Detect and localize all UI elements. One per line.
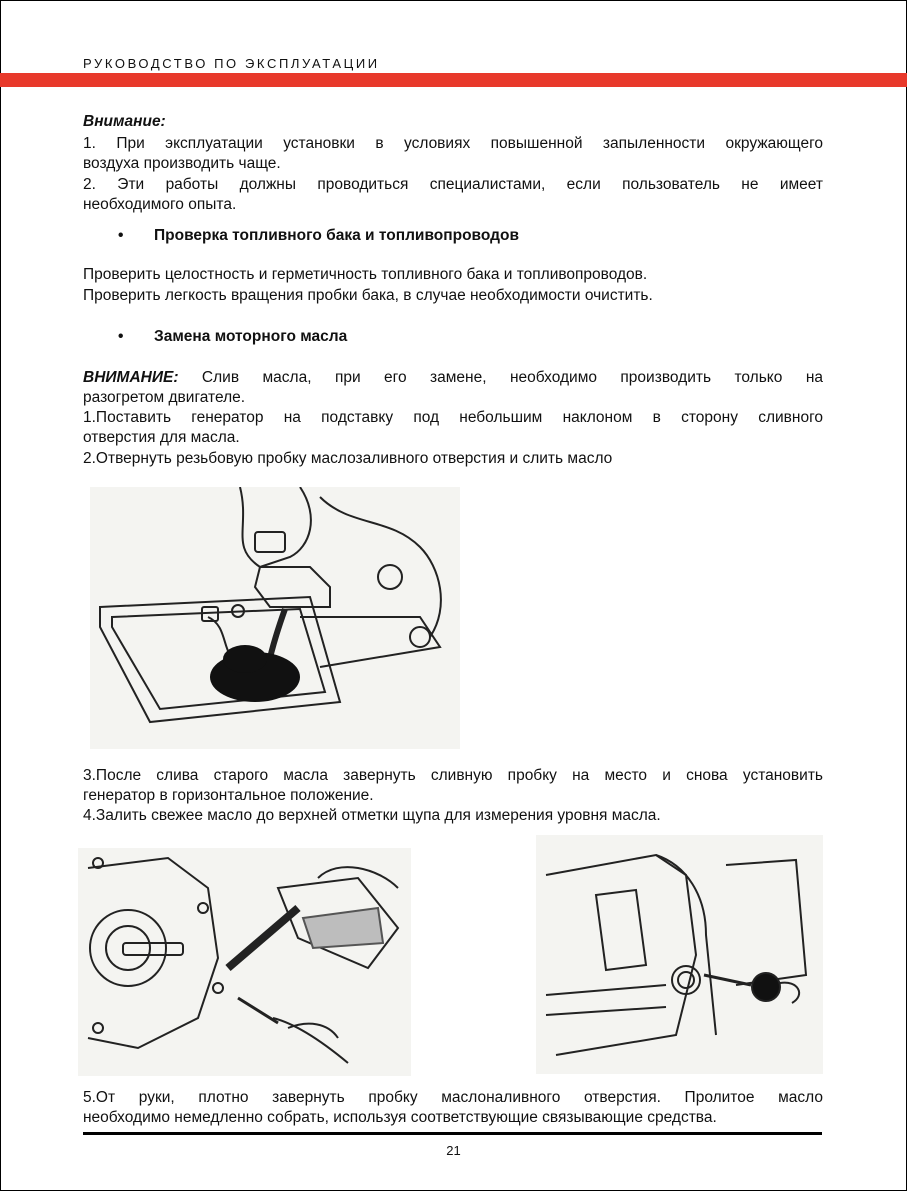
figure-oil-fill-illustration — [78, 848, 411, 1076]
fuel-line-1: Проверить целостность и герметичность топливного бака и топливопроводов. — [83, 266, 648, 283]
figure-dipstick-illustration — [536, 835, 823, 1074]
footer-rule — [83, 1132, 822, 1135]
oil-step-4: 4.Залить свежее масло до верхней отметки щупа для измерения уровня масла. — [83, 807, 661, 824]
section-oil-title: Замена моторного масла — [154, 328, 348, 345]
header-title: РУКОВОДСТВО ПО ЭКСПЛУАТАЦИИ — [83, 56, 380, 71]
bullet-icon: • — [118, 227, 124, 244]
oil-step-3-line-2: генератор в горизонтальное положение. — [83, 787, 374, 804]
section-oil-heading — [118, 328, 347, 346]
page-number: 21 — [446, 1143, 461, 1158]
fuel-line-2: Проверить легкость вращения пробки бака, в случае необходимости очистить. — [83, 287, 653, 304]
figure-oil-drain-illustration — [90, 487, 460, 749]
oil-warning-text: Слив масла, при его замене, необходимо производить только на — [178, 369, 823, 386]
oil-step-5-line-1: 5.От руки, плотно завернуть пробку маслоналивного отверстия. Пролитое масло — [83, 1089, 823, 1106]
attention-item-2-line-2: необходимого опыта. — [83, 196, 237, 213]
oil-step-3-line-1: 3.После слива старого масла завернуть сливную пробку на место и снова установить — [83, 767, 823, 784]
oil-step-5-line-2: необходимо немедленно собрать, используя соответствующие связывающие средства. — [83, 1109, 717, 1126]
oil-warning-line-1 — [83, 368, 823, 388]
attention-item-1-line-2: воздуха производить чаще. — [83, 155, 281, 172]
oil-step-1-line-1: 1.Поставить генератор на подставку под небольшим наклоном в сторону сливного — [83, 409, 823, 426]
attention-item-2-line-1: 2. Эти работы должны проводиться специалистами, если пользователь не имеет — [83, 176, 823, 193]
attention-heading: Внимание: — [83, 113, 166, 130]
oil-step-2: 2.Отвернуть резьбовую пробку маслозаливного отверстия и слить масло — [83, 450, 613, 467]
section-fuel-title: Проверка топливного бака и топливопроводов — [154, 227, 519, 244]
oil-step-1-line-2: отверстия для масла. — [83, 429, 240, 446]
header-accent-bar — [0, 73, 907, 87]
oil-warning-label: ВНИМАНИЕ: — [83, 369, 179, 386]
section-fuel-heading — [118, 227, 519, 245]
attention-item-1-line-1: 1. При эксплуатации установки в условиях повышенной запыленности окружающего — [83, 135, 823, 152]
bullet-icon: • — [118, 328, 124, 345]
oil-warning-line-2: разогретом двигателе. — [83, 389, 246, 406]
